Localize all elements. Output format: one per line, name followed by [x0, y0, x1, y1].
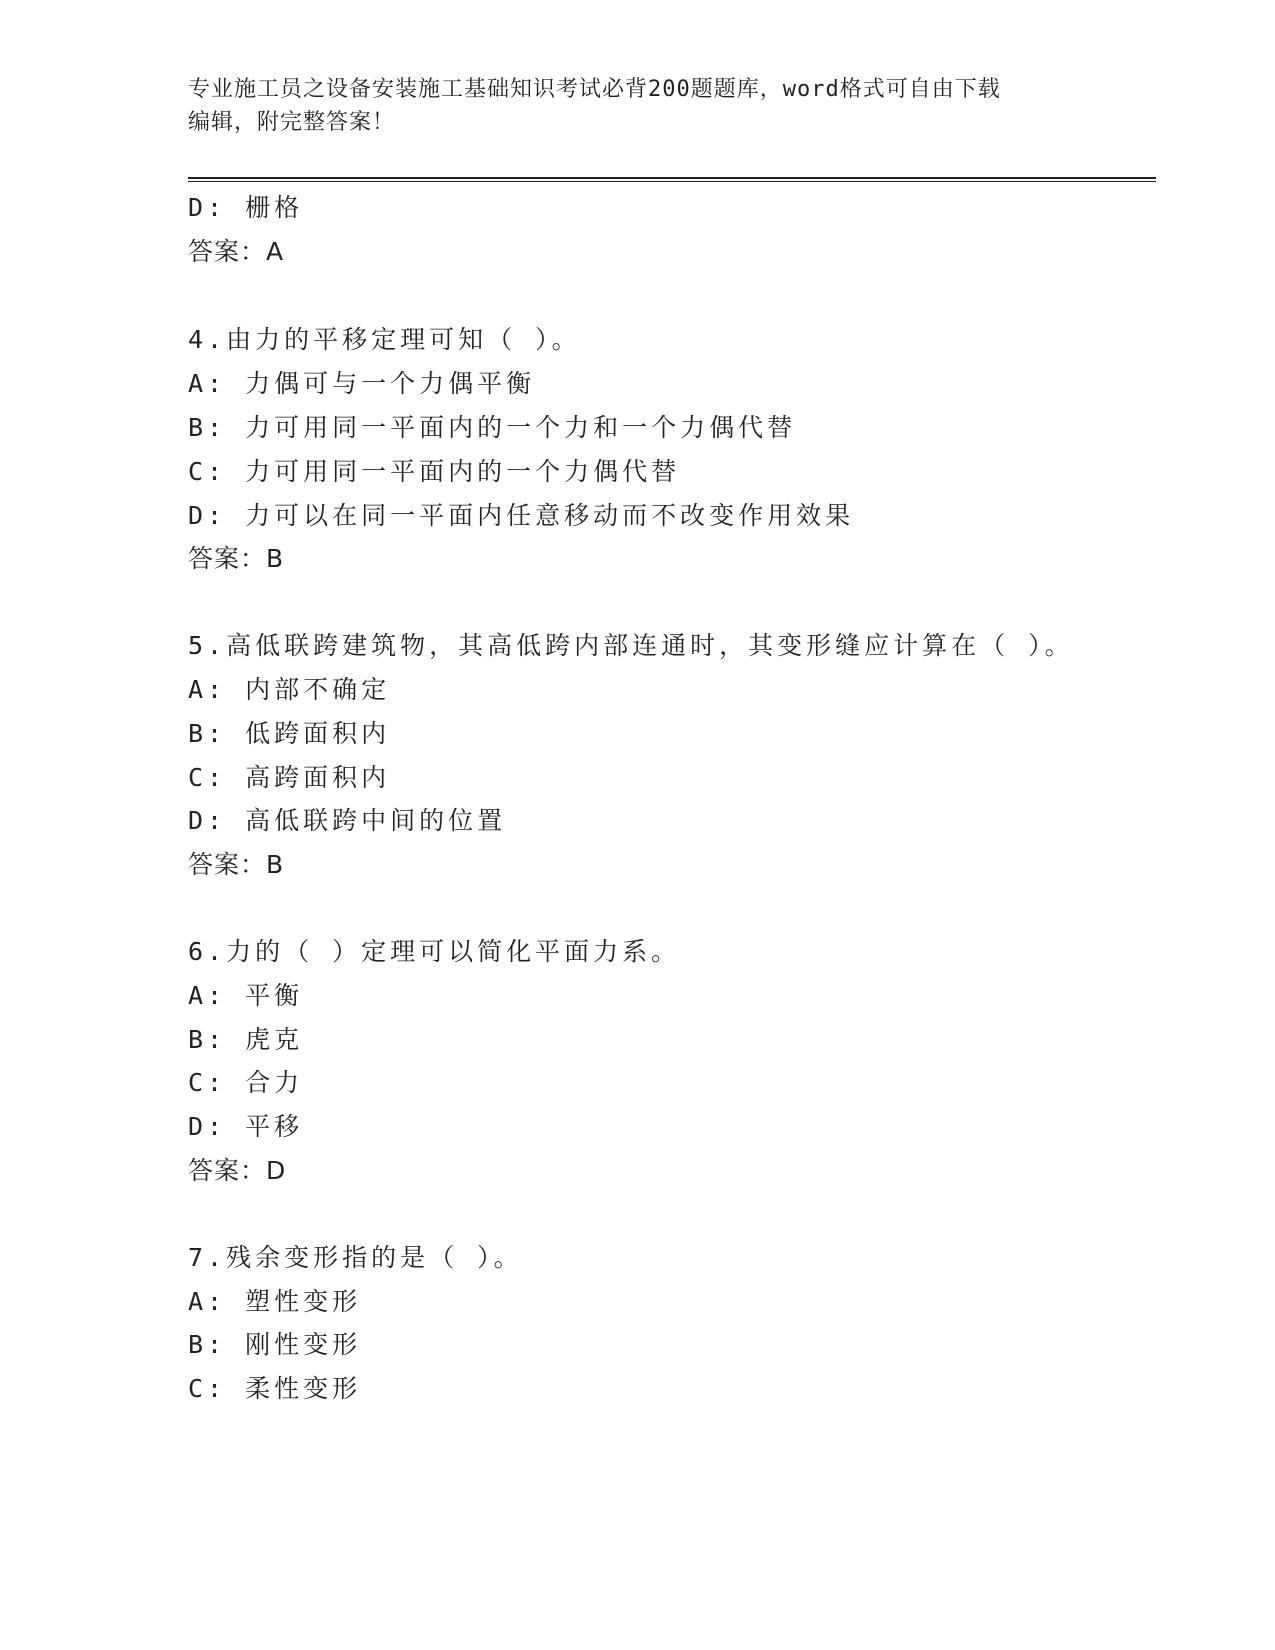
- question-4-option-b: B: 力可用同一平面内的一个力和一个力偶代替: [188, 413, 797, 442]
- question-5-answer: 答案：B: [188, 850, 285, 879]
- document-header: [188, 73, 1068, 139]
- question-5-option-b: B: 低跨面积内: [188, 719, 391, 748]
- header-rule-thin: [188, 181, 1156, 182]
- question-7-stem: 7.残余变形指的是（ ）。: [188, 1243, 523, 1272]
- prev-answer: 答案：A: [188, 237, 285, 266]
- question-6-stem: 6.力的（ ）定理可以简化平面力系。: [188, 937, 681, 966]
- question-5-option-d: D: 高低联跨中间的位置: [188, 806, 507, 835]
- question-5-option-c: C: 高跨面积内: [188, 763, 391, 792]
- question-4-option-c: C: 力可用同一平面内的一个力偶代替: [188, 457, 681, 486]
- question-7-option-c: C: 柔性变形: [188, 1374, 362, 1403]
- header-line-1: 专业施工员之设备安装施工基础知识考试必背200题题库，word格式可自由下载: [188, 77, 1001, 102]
- question-6-option-d: D: 平移: [188, 1112, 304, 1141]
- question-6-option-a: A: 平衡: [188, 981, 304, 1010]
- question-4-option-d: D: 力可以在同一平面内任意移动而不改变作用效果: [188, 501, 855, 530]
- question-5-stem: 5.高低联跨建筑物，其高低跨内部连通时，其变形缝应计算在（ ）。: [188, 631, 1074, 660]
- question-4-stem: 4.由力的平移定理可知（ ）。: [188, 325, 581, 354]
- question-4-answer: 答案：B: [188, 544, 285, 573]
- question-5-option-a: A: 内部不确定: [188, 675, 391, 704]
- question-6-option-c: C: 合力: [188, 1068, 304, 1097]
- question-6-option-b: B: 虎克: [188, 1025, 304, 1054]
- prev-option-d: D: 栅格: [188, 193, 304, 222]
- question-7-option-a: A: 塑性变形: [188, 1287, 362, 1316]
- header-line-2: 编辑，附完整答案！: [188, 110, 396, 135]
- question-7-option-b: B: 刚性变形: [188, 1330, 362, 1359]
- question-6-answer: 答案：D: [188, 1156, 287, 1185]
- question-4-option-a: A: 力偶可与一个力偶平衡: [188, 369, 536, 398]
- header-rule-thick: [188, 177, 1156, 179]
